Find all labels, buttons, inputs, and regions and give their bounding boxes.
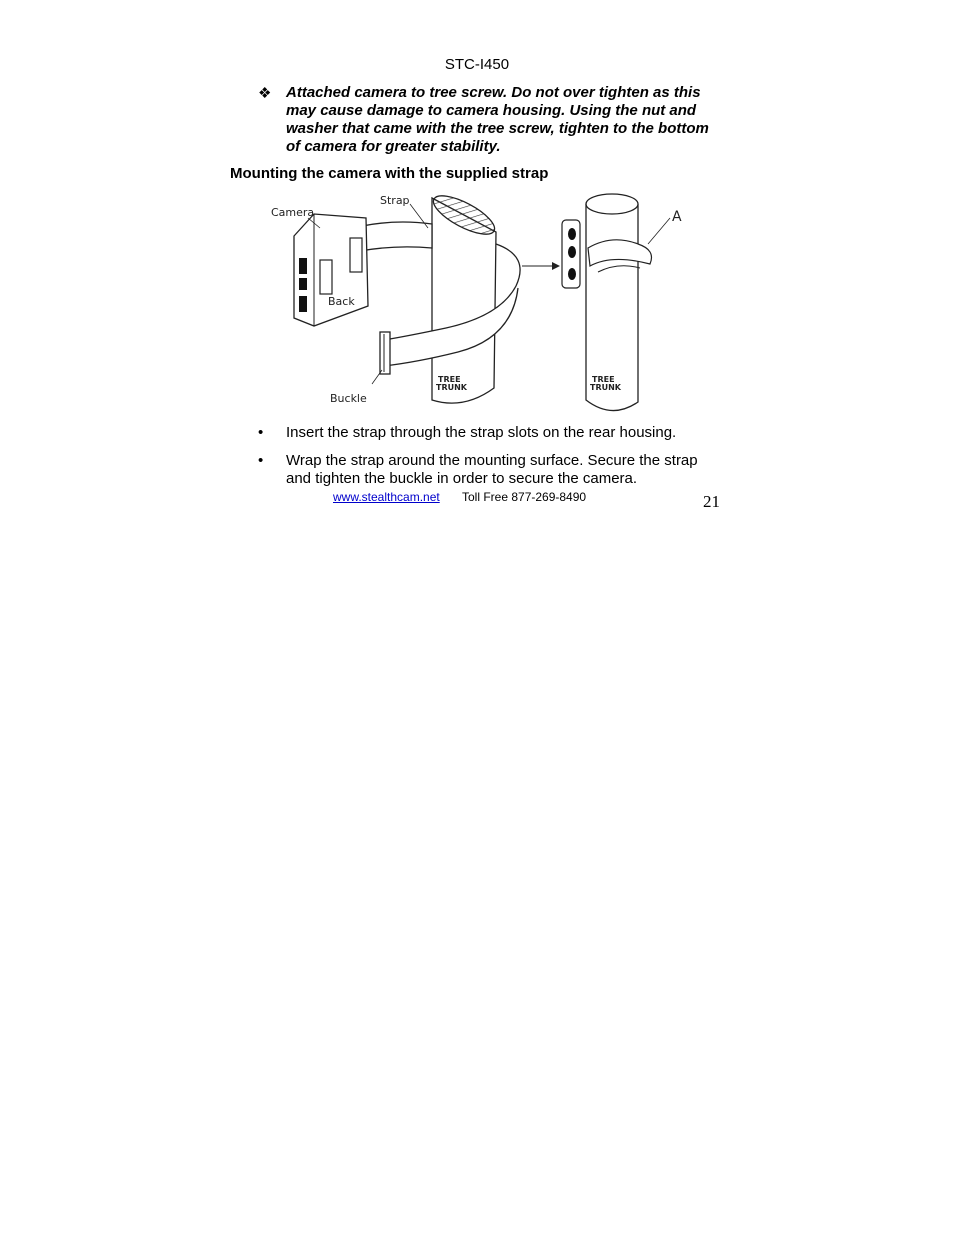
strap-label: Strap [380, 194, 410, 207]
tree-screw-note: Attached camera to tree screw. Do not over tighten as this may cause damage to camera housing. Using the nut and washer that came with the tree screw, tighten to the bottom of camera for greater stability. [286, 84, 709, 155]
toll-free-number: Toll Free 877-269-8490 [462, 490, 587, 504]
back-label: Back [328, 295, 355, 308]
right-tree-trunk [562, 194, 682, 411]
list-bullet-2: • [258, 452, 264, 469]
page-number: 21 [703, 492, 720, 511]
buckle-label: Buckle [330, 392, 367, 405]
right-trunk-label: TRUNK [590, 383, 622, 392]
right-tree-label: TREE [592, 375, 615, 384]
camera-illustration [271, 194, 410, 326]
strap-mounting-illustration [268, 188, 688, 416]
left-trunk-label: TRUNK [436, 383, 468, 392]
buckle-illustration [330, 332, 390, 405]
point-a-label: A [672, 209, 682, 225]
section-heading: Mounting the camera with the supplied strap [230, 165, 549, 182]
list-bullet-1: • [258, 424, 264, 441]
step-insert-strap: Insert the strap through the strap slots on the rear housing. [286, 424, 677, 441]
step-wrap-strap: Wrap the strap around the mounting surface. Secure the strap and tighten the buckle in order to secure the camera. [286, 452, 698, 487]
camera-label: Camera [271, 206, 315, 219]
website-link[interactable]: www.stealthcam.net [333, 490, 440, 504]
page-header-model: STC-I450 [444, 56, 510, 73]
left-tree-trunk [428, 188, 499, 403]
left-tree-label: TREE [438, 375, 461, 384]
arrow-right-icon [522, 262, 560, 270]
diamond-bullet-icon: ❖ [258, 85, 272, 102]
